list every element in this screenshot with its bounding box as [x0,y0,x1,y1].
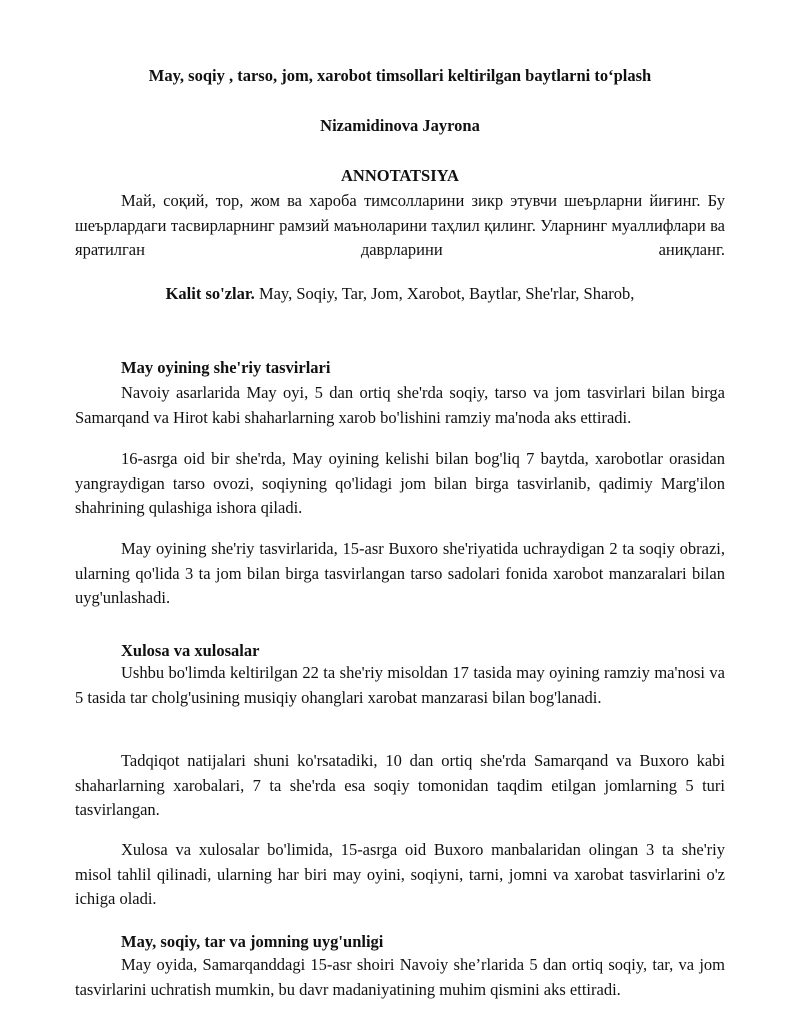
paragraph: Ushbu bo'limda keltirilgan 22 ta she'riy misoldan 17 tasida may oyining ramziy ma'nosi va 5 tasida tar cholg'usining musiqiy ohanglari xarobat manzarasi bilan bog'lanadi. [75,663,725,707]
annotation-heading: ANNOTATSIYA [341,166,459,185]
section-heading: Xulosa va xulosalar [121,641,260,660]
paragraph: 16-asrga oid bir she'rda, May oyining kelishi bilan bog'liq 7 baytda, xarobotlar orasidan yangraydigan tarso ovozi, soqiyning qo'lidagi jom bilan birga tasvirlanib, qadimiy Marg'ilon shahrining qulashiga ishora qiladi. [75,449,725,517]
paragraph: Navoiy asarlarida May oyi, 5 dan ortiq she'rda soqiy, tarso va jom tasvirlari bilan birga Samarqand va Hirot kabi shaharlarning xarob bo'lishini ramziy ma'noda aks ettiradi. [75,383,725,427]
document-title: May, soqiy , tarso, jom, xarobot timsollari keltirilgan baytlarni to‘plash [148,66,652,85]
annotation-text: Май, соқий, тор, жом ва хароба тимсолларини зикр этувчи шеърларни йиғинг. Бу шеърлардаги тасвирларнинг рамзий маъноларини таҳлил қилинг. Уларнинг муаллифлари ва яратилган даврларини аниқланг. [75,191,725,259]
paragraph: Tadqiqot natijalari shuni ko'rsatadiki, 10 dan ortiq she'rda Samarqand va Buxoro kabi shaharlarning xarobalari, 7 ta she'rda esa soqiy tomonidan taqdim etilgan jomlarning 5 turi tasvirlangan. [75,751,725,819]
author-name: Nizamidinova Jayrona [320,116,480,135]
paragraph: May oyining she'riy tasvirlarida, 15-asr Buxoro she'riyatida uchraydigan 2 ta soqiy obrazi, ularning qo'lida 3 ta jom bilan birga tasvirlangan tarso sadolari fonida xarobot manzaralari bilan uyg'unlashadi. [75,539,725,607]
keywords-label: Kalit so'zlar. [165,284,255,303]
keywords-text: May, Soqiy, Tar, Jom, Xarobot, Baytlar, She'rlar, Sharob, [258,284,635,303]
section-heading: May, soqiy, tar va jomning uyg'unligi [121,932,384,951]
keywords-line [0,284,800,304]
section-heading: May oyining she'riy tasvirlari [121,358,331,377]
paragraph: May oyida, Samarqanddagi 15-asr shoiri Navoiy she’rlarida 5 dan ortiq soqiy, tar, va jom tasvirlarini uchratish mumkin, bu davr madaniyatining muhim qismini aks ettiradi. [75,955,725,999]
paragraph: Xulosa va xulosalar bo'limida, 15-asrga oid Buxoro manbalaridan olingan 3 ta she'riy misol tahlil qilinadi, ularning har biri may oyini, soqiyni, tarni, jomni va xarobat tasvirlarini o'z ichiga oladi. [75,840,725,908]
